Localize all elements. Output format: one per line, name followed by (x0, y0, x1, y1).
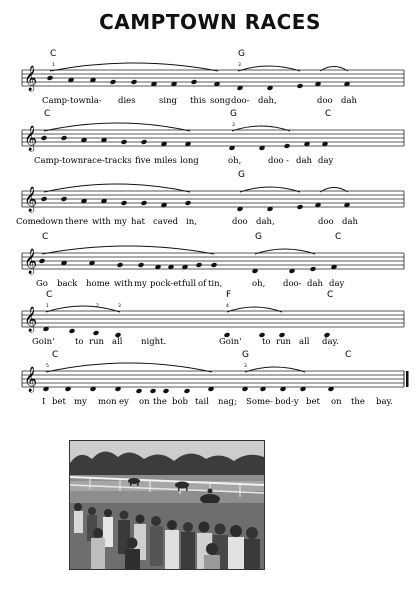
lyric-syllable: of (198, 279, 207, 289)
note-head (136, 388, 143, 394)
lyric-syllable: dah, (256, 217, 275, 227)
lyric-syllable: miles (154, 156, 177, 166)
note-head (297, 204, 304, 210)
note-head (110, 79, 117, 85)
chord-symbol: C (345, 350, 352, 360)
chord-symbol: G (255, 232, 262, 242)
treble-clef-icon: 𝄞 (24, 249, 38, 274)
chord-symbol: C (325, 109, 332, 119)
lyric-syllable: song (210, 96, 231, 106)
final-barline (406, 371, 409, 387)
treble-clef-icon: 𝄞 (24, 66, 38, 91)
horse-race-photo (69, 440, 265, 570)
lyric-syllable: bet (306, 397, 320, 407)
note-head (69, 328, 76, 334)
note-head (138, 262, 145, 268)
lyric-syllable: doo (317, 96, 333, 106)
lyric-syllable: Camp-town (34, 156, 84, 166)
lyric-syllable: on (331, 397, 342, 407)
lyric-syllable: my (134, 279, 147, 289)
fingering-number: 1 (52, 63, 55, 68)
lyric-syllable: Come (16, 217, 41, 227)
note-head (196, 262, 203, 268)
chord-symbol: C (42, 232, 49, 242)
lyric-syllable: mon (98, 397, 117, 407)
lyric-syllable: with (114, 279, 133, 289)
treble-clef-icon: 𝄞 (24, 126, 38, 151)
fingering-number: 3 (238, 63, 241, 68)
chord-symbol: C (50, 49, 57, 59)
note-head (150, 388, 157, 394)
lyric-syllable: doo (232, 217, 248, 227)
lyric-syllable: run (276, 337, 292, 347)
lyric-syllable: nag; (218, 397, 237, 407)
chord-symbol: C (44, 109, 51, 119)
lyric-syllable: to (75, 337, 84, 347)
note-head (184, 388, 191, 394)
lyric-syllable: Camp-town (42, 96, 92, 106)
lyric-syllable: dah (296, 156, 312, 166)
note-head (163, 388, 170, 394)
lyric-syllable: dah (341, 96, 357, 106)
fingering-number: 4 (226, 304, 229, 309)
music-system (22, 49, 404, 106)
note-head (121, 200, 128, 206)
lyric-syllable: dies (118, 96, 136, 106)
note-head (141, 139, 148, 145)
lyric-syllable: Some- (246, 397, 273, 407)
fingering-number: 3 (232, 123, 235, 128)
note-head (41, 135, 48, 141)
lyric-syllable: there (65, 217, 89, 227)
fingering-number: 2 (96, 304, 99, 309)
note-head (121, 139, 128, 145)
lyric-syllable: bay. (376, 397, 393, 407)
lyric-syllable: - (286, 156, 289, 166)
note-head (310, 266, 317, 272)
treble-clef-icon: 𝄞 (24, 367, 38, 392)
lyric-syllable: I (42, 397, 46, 407)
fingering-number: 3 (244, 364, 247, 369)
chord-symbol: C (335, 232, 342, 242)
lyric-syllable: hat (131, 217, 145, 227)
lyric-syllable: my (114, 217, 127, 227)
fingering-number: 1 (46, 304, 49, 309)
chord-symbol: G (230, 109, 237, 119)
lyric-syllable: full (182, 279, 197, 289)
note-head (141, 200, 148, 206)
lyric-syllable: doo- (231, 96, 250, 106)
note-head (61, 135, 68, 141)
lyric-syllable: doo- (283, 279, 302, 289)
treble-clef-icon: 𝄞 (24, 187, 38, 212)
lyric-syllable: bob (172, 397, 188, 407)
music-system (22, 290, 404, 347)
lyric-syllable: day. (322, 337, 339, 347)
lyric-syllable: dah, (258, 96, 277, 106)
lyric-syllable: down (40, 217, 64, 227)
lyric-syllable: ey (119, 397, 129, 407)
lyric-syllable: to (262, 337, 271, 347)
lyric-syllable: doo (318, 217, 334, 227)
lyric-syllable: day (329, 279, 345, 289)
chord-symbol: G (242, 350, 249, 360)
music-system (22, 232, 404, 289)
lyric-syllable: tail (195, 397, 209, 407)
chord-symbol: C (52, 350, 59, 360)
lyric-syllable: dah (307, 279, 323, 289)
lyric-syllable: five (135, 156, 151, 166)
lyric-syllable: bod-y (275, 397, 299, 407)
lyric-syllable: doo (268, 156, 284, 166)
note-head (191, 79, 198, 85)
lyric-syllable: the (351, 397, 365, 407)
note-head (93, 330, 100, 336)
lyric-syllable: run (89, 337, 105, 347)
fingering-number: 5 (46, 364, 49, 369)
lyric-syllable: bet (52, 397, 66, 407)
lyric-syllable: tin, (208, 279, 223, 289)
chord-symbol: G (238, 49, 245, 59)
lyric-syllable: pock-et (150, 279, 182, 289)
music-system (16, 170, 404, 227)
note-head (297, 83, 304, 89)
lyric-syllable: Goin' (32, 337, 55, 347)
note-head (185, 200, 192, 206)
music-system (22, 109, 404, 166)
chord-symbol: G (238, 170, 245, 180)
lyric-syllable: caved (153, 217, 179, 227)
music-system (22, 350, 409, 407)
note-head (61, 196, 68, 202)
note-head (131, 79, 138, 85)
lyric-syllable: this (190, 96, 206, 106)
chord-symbol: C (46, 290, 53, 300)
lyric-syllable: Goin' (219, 337, 242, 347)
lyric-syllable: the (153, 397, 167, 407)
treble-clef-icon: 𝄞 (24, 307, 38, 332)
lyric-syllable: my (74, 397, 87, 407)
note-head (117, 262, 124, 268)
note-head (284, 143, 291, 149)
chord-symbol: F (226, 290, 232, 300)
lyric-syllable: night. (141, 337, 167, 347)
lyric-syllable: la- (91, 96, 102, 106)
lyric-syllable: day (318, 156, 334, 166)
lyric-syllable: back (57, 279, 78, 289)
lyric-syllable: long (180, 156, 199, 166)
note-head (211, 262, 218, 268)
lyric-syllable: all (299, 337, 310, 347)
lyric-syllable: oh, (228, 156, 242, 166)
lyric-syllable: race-tracks (83, 156, 132, 166)
lyric-syllable: oh, (252, 279, 266, 289)
lyric-syllable: home (86, 279, 110, 289)
fingering-number: 3 (118, 304, 121, 309)
lyric-syllable: all (112, 337, 123, 347)
lyric-syllable: with (92, 217, 111, 227)
song-title: CAMPTOWN RACES (99, 10, 321, 34)
lyric-syllable: sing (159, 96, 177, 106)
lyric-syllable: on (139, 397, 150, 407)
chord-symbol: C (327, 290, 334, 300)
lyric-syllable: Go (36, 279, 48, 289)
photo-image (70, 441, 264, 569)
note-head (39, 258, 46, 264)
note-head (47, 75, 54, 81)
lyric-syllable: in, (186, 217, 197, 227)
note-head (41, 196, 48, 202)
lyric-syllable: dah (342, 217, 358, 227)
